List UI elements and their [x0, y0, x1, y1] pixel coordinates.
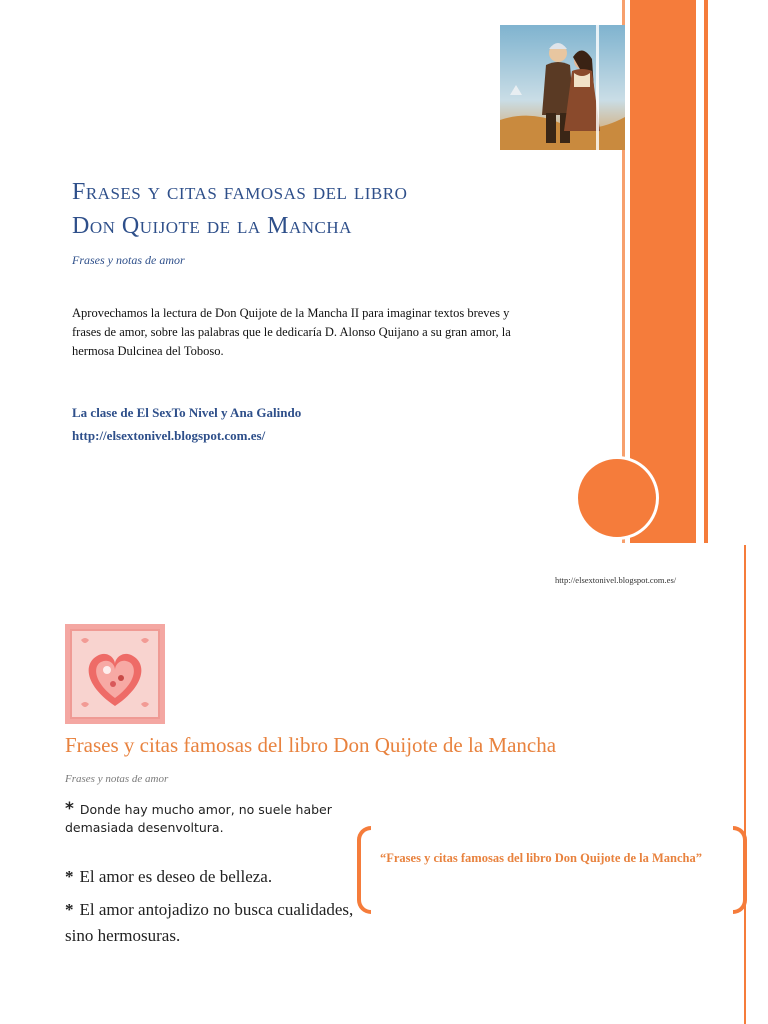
page2-title: Frases y citas famosas del libro Don Quijote de la Mancha — [65, 733, 557, 757]
cover-blog-link[interactable]: http://elsextonivel.blogspot.com.es/ — [72, 428, 266, 443]
cover-orange-thin-stripe — [704, 0, 708, 543]
page2-header-url[interactable]: http://elsextonivel.blogspot.com.es/ — [555, 575, 677, 585]
quote-item — [65, 864, 355, 890]
cover-orange-stripe — [630, 0, 696, 543]
cover-author: La clase de El SexTo Nivel y Ana Galindo — [72, 405, 302, 420]
don-quijote-dulcinea-illustration — [500, 25, 625, 150]
cover-orange-circle — [575, 456, 659, 540]
pullquote-left-bracket — [357, 826, 371, 914]
cover-title — [72, 175, 592, 243]
pullquote: “Frases y citas famosas del libro Don Quijote de la Mancha” — [380, 851, 702, 865]
page2-subtitle: Frases y notas de amor — [65, 773, 169, 785]
page2-margin-line — [744, 545, 746, 1024]
bullet-star: * — [65, 867, 74, 886]
cover-title-line1: Frases y citas famosas del libro — [72, 179, 408, 205]
quote-item — [65, 800, 355, 837]
bullet-star: * — [65, 799, 74, 819]
bullet-star: * — [65, 900, 74, 919]
heart-icon — [65, 624, 165, 724]
quote-text: Donde hay mucho amor, no suele haber demasiada desenvoltura. — [65, 802, 332, 835]
quote-text: El amor es deseo de belleza. — [79, 867, 273, 886]
pullquote-right-bracket — [733, 826, 747, 914]
quote-text: El amor antojadizo no busca cualidades, sino hermosuras. — [65, 900, 354, 945]
cover-subtitle: Frases y notas de amor — [72, 253, 185, 267]
quote-item — [65, 897, 355, 949]
cover-intro-paragraph: Aprovechamos la lectura de Don Quijote de la Mancha II para imaginar textos breves y frases de amor, sobre las palabras que le dedicaría D. Alonso Quijano a su gran amor, la hermosa Dulcinea del Toboso. — [72, 306, 511, 358]
cover-title-line2: Don Quijote de la Mancha — [72, 213, 352, 239]
